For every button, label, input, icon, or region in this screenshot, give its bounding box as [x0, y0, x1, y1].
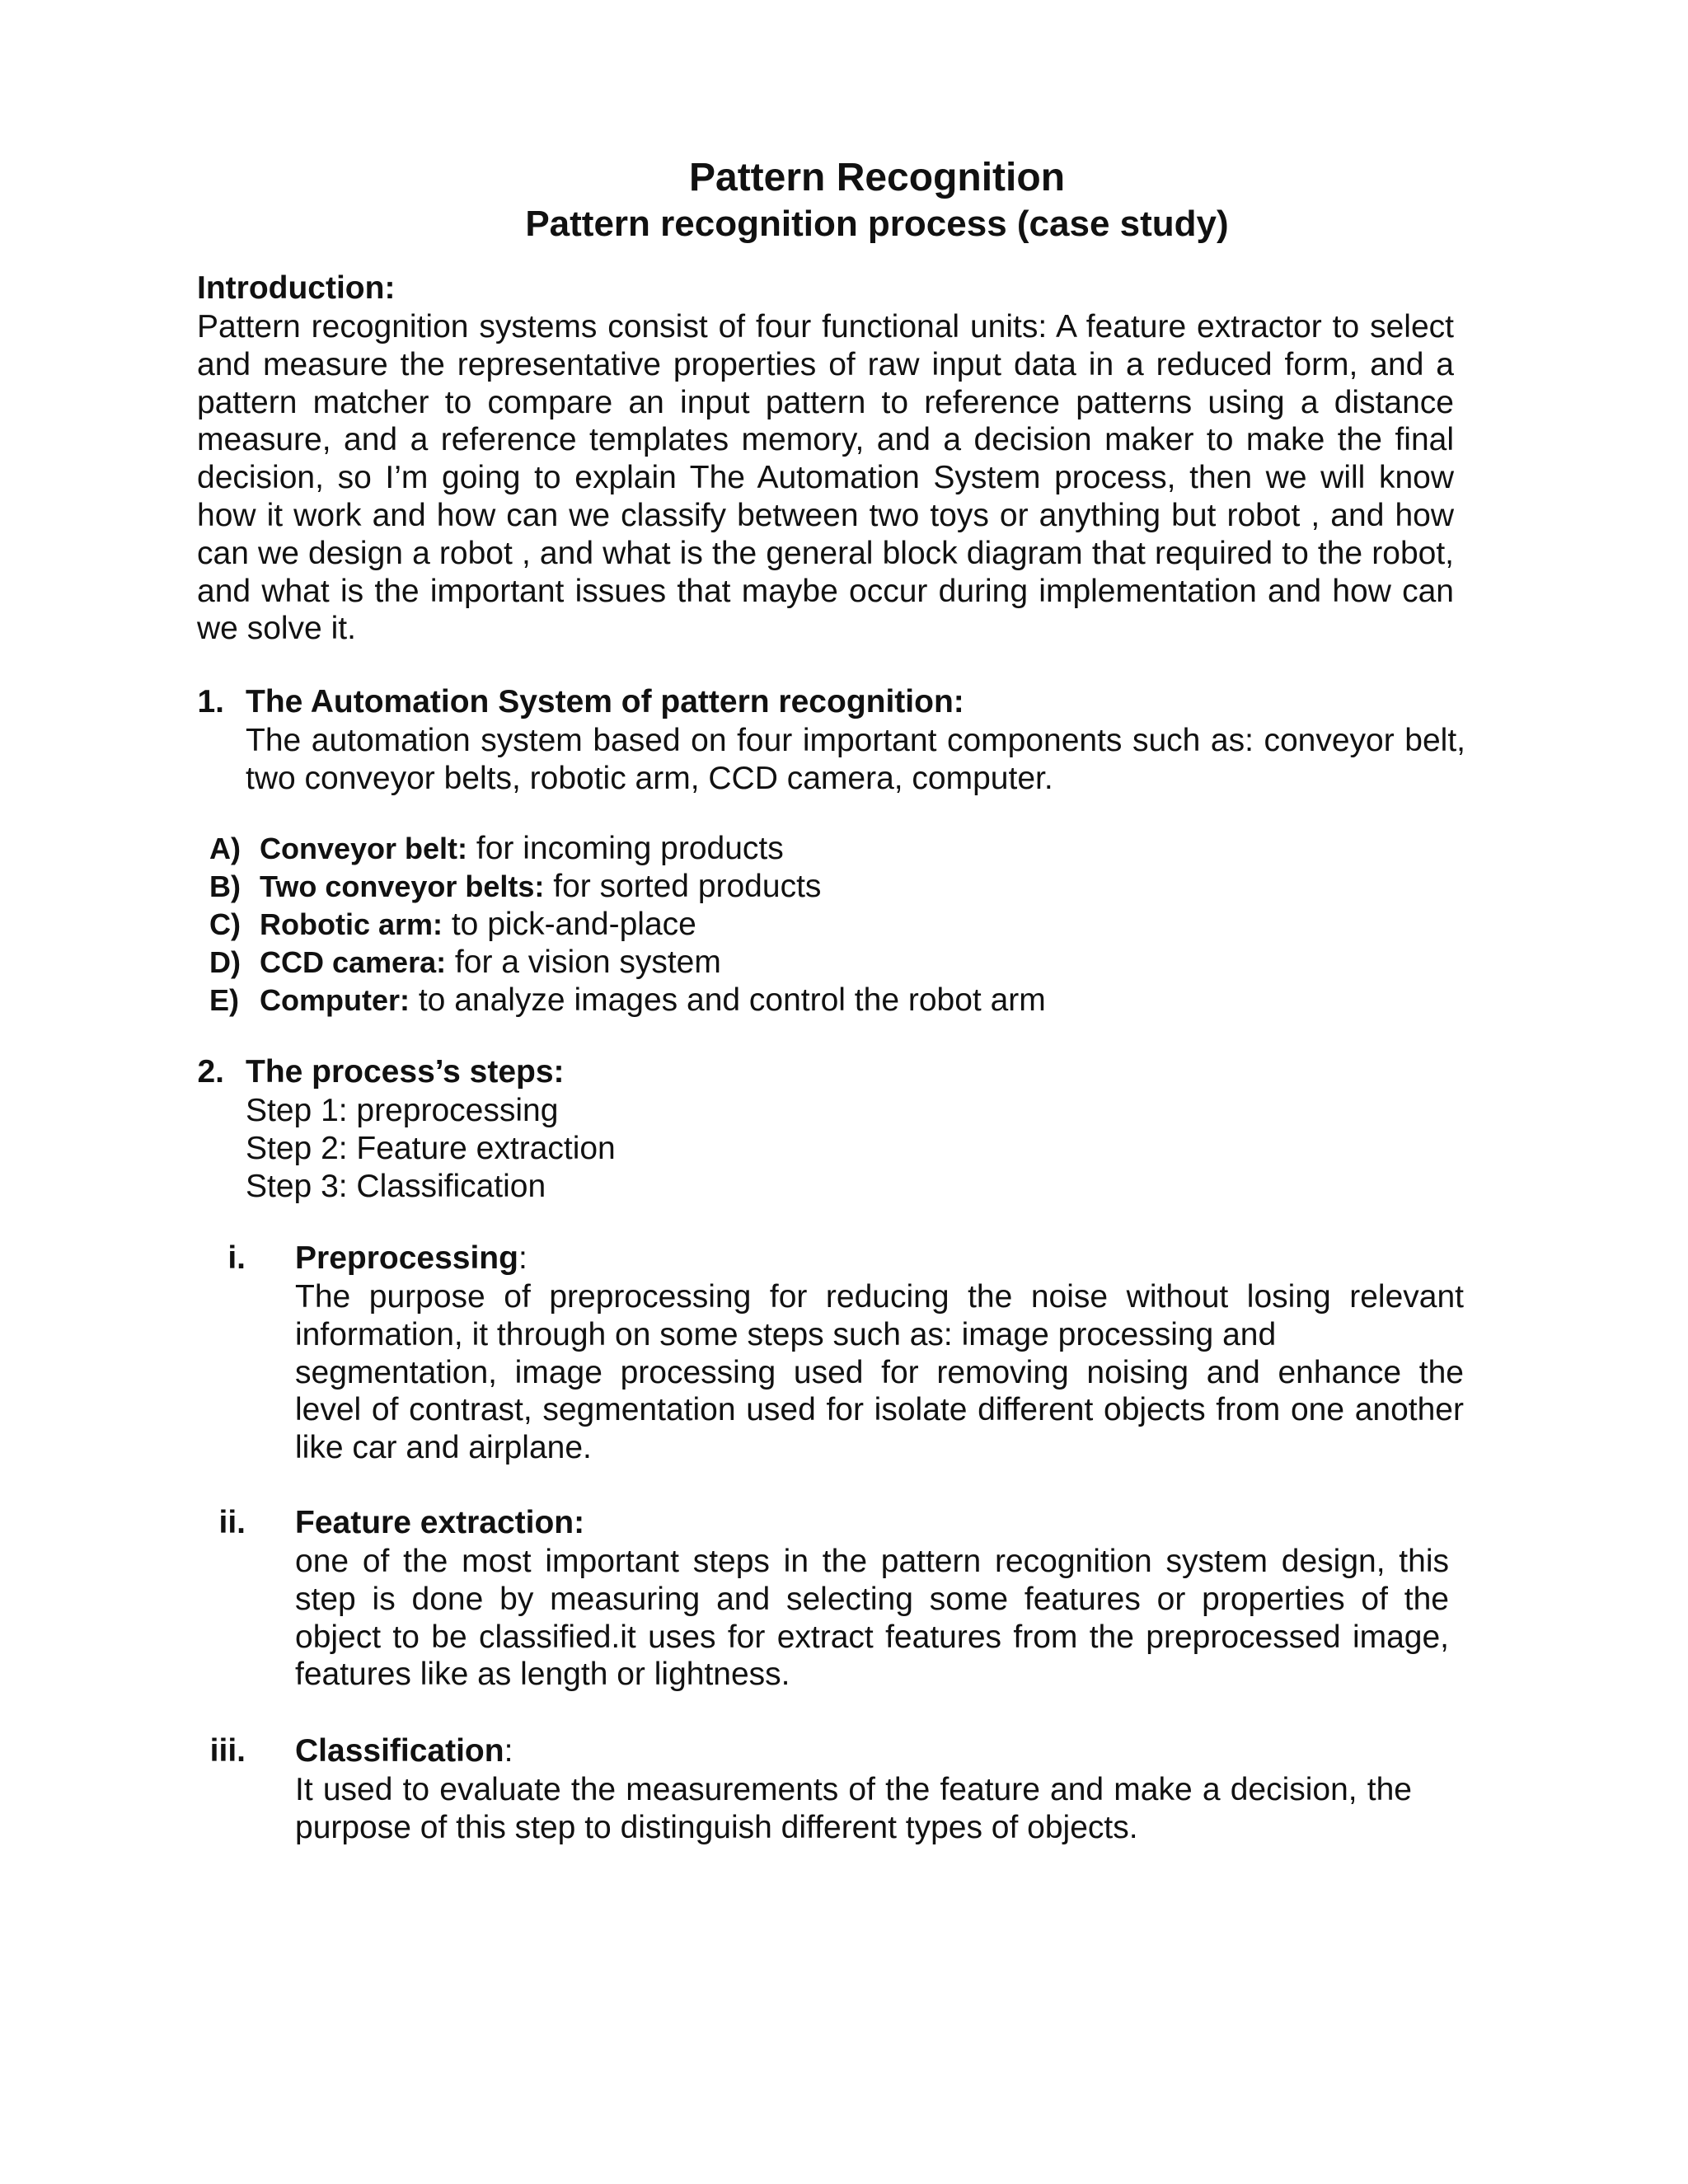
subsection-line: segmentation, image processing used for removing noising and enhance the [295, 1354, 1464, 1390]
subsection-line: features like as length or lightness. [295, 1657, 790, 1693]
subsection-title: Preprocessing [295, 1240, 518, 1276]
component-label: Conveyor belt: [260, 832, 468, 865]
component-item-text [260, 868, 821, 906]
section-1-line: two conveyor belts, robotic arm, CCD camera, computer. [246, 760, 1053, 796]
intro-line: and what is the important issues that maybe occur during implementation and how can [197, 573, 1454, 609]
component-item [209, 982, 239, 1019]
intro-heading: Introduction: [197, 270, 396, 306]
component-text: for a vision system [446, 944, 721, 980]
component-text: for sorted products [544, 869, 822, 904]
component-label: Robotic arm: [260, 907, 443, 941]
intro-line: can we design a robot , and what is the general block diagram that required to the robot, [197, 535, 1454, 571]
subsection-paragraph [295, 1771, 1412, 1847]
component-item [209, 868, 241, 906]
subsection-line: one of the most important steps in the pattern recognition system design, this [295, 1544, 1449, 1579]
subsection-line: information, it through on some steps such as: image processing and [295, 1316, 1277, 1352]
component-marker: E) [209, 983, 239, 1017]
component-marker: D) [209, 945, 241, 979]
subsection-line: It used to evaluate the measurements of the feature and make a decision, the [295, 1772, 1412, 1807]
process-step: Step 3: Classification [246, 1169, 546, 1204]
subsection-paragraph [295, 1543, 1449, 1694]
subsection-title: Feature extraction: [295, 1505, 585, 1540]
component-marker: C) [209, 907, 241, 941]
intro-line: measure, and a reference templates memory, and a decision maker to make the final [197, 422, 1454, 458]
component-text: for incoming products [467, 831, 784, 866]
section-1-paragraph [246, 722, 1465, 798]
intro-line: decision, so I’m going to explain The Automation System process, then we will know [197, 460, 1454, 496]
component-text: to pick-and-place [443, 907, 696, 942]
subsection-line: like car and airplane. [295, 1430, 592, 1466]
component-item-text [260, 830, 784, 868]
process-step: Step 2: Feature extraction [246, 1131, 616, 1166]
intro-line: and measure the representative properties of raw input data in a reduced form, and a [197, 346, 1454, 382]
intro-line: we solve it. [197, 611, 356, 647]
component-item-text [260, 982, 1046, 1019]
section-1-number: 1. [197, 684, 224, 719]
component-item [209, 830, 241, 868]
intro-line: how it work and how can we classify between two toys or anything but robot , and how [197, 497, 1454, 533]
subsection-line: purpose of this step to distinguish different types of objects. [295, 1809, 1138, 1845]
page-subtitle: Pattern recognition process (case study) [525, 204, 1229, 244]
subsection-suffix: : [518, 1240, 528, 1276]
section-1-heading: The Automation System of pattern recognition: [246, 684, 964, 719]
subsection-line: step is done by measuring and selecting some features or properties of the [295, 1581, 1449, 1617]
component-item [209, 944, 241, 982]
intro-line: pattern matcher to compare an input pattern to reference patterns using a distance [197, 384, 1454, 420]
subsection-marker: i. [227, 1240, 246, 1276]
process-step: Step 1: preprocessing [246, 1093, 559, 1128]
subsection-line: object to be classified.it uses for extract features from the preprocessed image, [295, 1619, 1449, 1655]
intro-line: Pattern recognition systems consist of four functional units: A feature extractor to select [197, 309, 1454, 344]
component-label: Two conveyor belts: [260, 869, 545, 903]
subsection-marker: ii. [218, 1505, 246, 1540]
subsection-title: Classification [295, 1733, 504, 1769]
section-1-line: The automation system based on four important components such as: conveyor belt, [246, 723, 1465, 758]
intro-paragraph [197, 308, 1454, 648]
subsection-marker: iii. [209, 1733, 246, 1769]
component-item-text [260, 906, 696, 944]
subsection-suffix: : [504, 1733, 513, 1769]
component-marker: A) [209, 832, 241, 865]
component-item [209, 906, 241, 944]
component-marker: B) [209, 869, 241, 903]
page-title: Pattern Recognition [688, 156, 1066, 199]
subsection-heading [295, 1240, 528, 1277]
subsection-heading [295, 1732, 513, 1770]
subsection-line: level of contrast, segmentation used for isolate different objects from one another [295, 1392, 1464, 1428]
component-text: to analyze images and control the robot arm [410, 982, 1046, 1018]
subsection-heading [295, 1504, 584, 1542]
component-label: CCD camera: [260, 945, 447, 979]
subsection-paragraph [295, 1278, 1464, 1467]
subsection-line: The purpose of preprocessing for reducing the noise without losing relevant [295, 1279, 1464, 1315]
section-2-heading: The process’s steps: [246, 1054, 565, 1090]
section-2-number: 2. [197, 1054, 224, 1090]
component-label: Computer: [260, 983, 410, 1017]
component-item-text [260, 944, 721, 982]
